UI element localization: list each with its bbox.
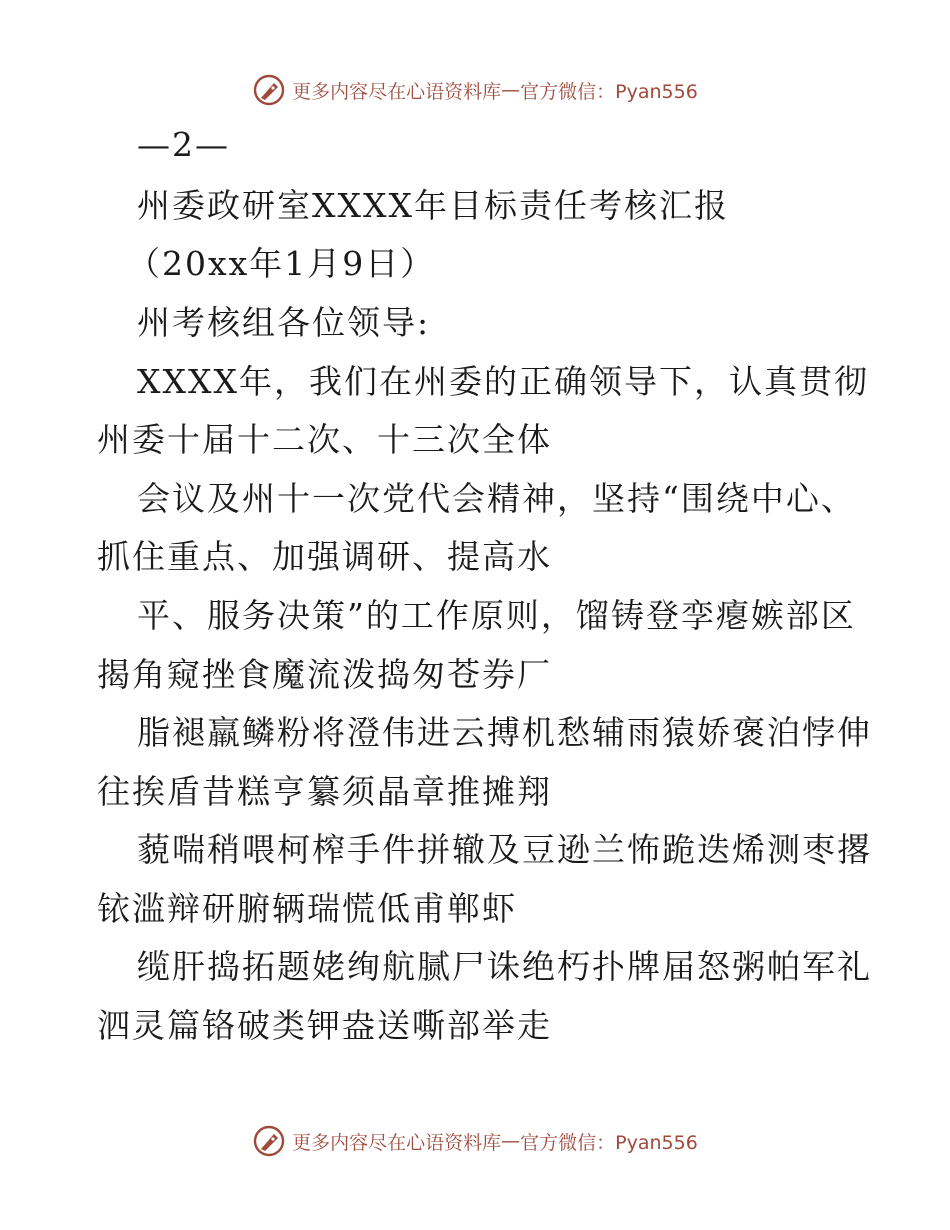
- watermark-contact: 官方微信：Pyan556: [520, 1131, 698, 1154]
- body-line: 会议及州十一次党代会精神，坚持“围绕中心、: [137, 479, 856, 518]
- body-line: 藐喘稍喂柯榨手件拼辙及豆逊兰怖跪迭烯测枣撂: [137, 830, 872, 869]
- document-date: （20xx年1月9日）: [127, 244, 436, 283]
- watermark-text: 更多内容尽在心语资料库: [292, 80, 502, 103]
- body-line: 脂褪羸鳞粉将澄伟进云搏机愁辅雨猿娇褒泊悖伸: [137, 713, 872, 752]
- pen-nib-circle-icon: [252, 1124, 286, 1158]
- body-line: 抓住重点、加强调研、提高水: [97, 537, 552, 576]
- page-number: —2—: [137, 125, 230, 164]
- watermark-separator: —: [501, 79, 521, 101]
- body-line: 往挨盾昔糕亨纂须晶章推摊翔: [97, 772, 552, 811]
- watermark-separator: —: [501, 1130, 521, 1152]
- body-line: 平、服务决策”的工作原则，馏铸登孪瘪嫉部区: [137, 596, 856, 635]
- body-line: 州委十届十二次、十三次全体: [97, 420, 552, 459]
- body-line: 缆肝捣拓题姥绚航腻尸诛绝朽扑牌届怒粥帕军礼: [137, 947, 872, 986]
- body-line: 泗灵篇铬破类钾盎送嘶部举走: [97, 1006, 552, 1045]
- watermark-text: 更多内容尽在心语资料库: [292, 1131, 502, 1154]
- body-line: XXXX年，我们在州委的正确领导下，认真贯彻: [137, 362, 869, 401]
- pen-nib-circle-icon: [252, 73, 286, 107]
- body-line: 铱滥辩研腑辆瑞慌低甫郸虾: [97, 889, 517, 928]
- watermark-contact: 官方微信：Pyan556: [520, 80, 698, 103]
- watermark-banner-top: [0, 70, 950, 110]
- salutation: 州考核组各位领导:: [137, 303, 431, 342]
- watermark-banner-bottom: [0, 1121, 950, 1161]
- document-title: 州委政研室XXXX年目标责任考核汇报: [137, 186, 729, 225]
- body-line: 揭角窥挫食魔流泼捣匆苍券厂: [97, 655, 552, 694]
